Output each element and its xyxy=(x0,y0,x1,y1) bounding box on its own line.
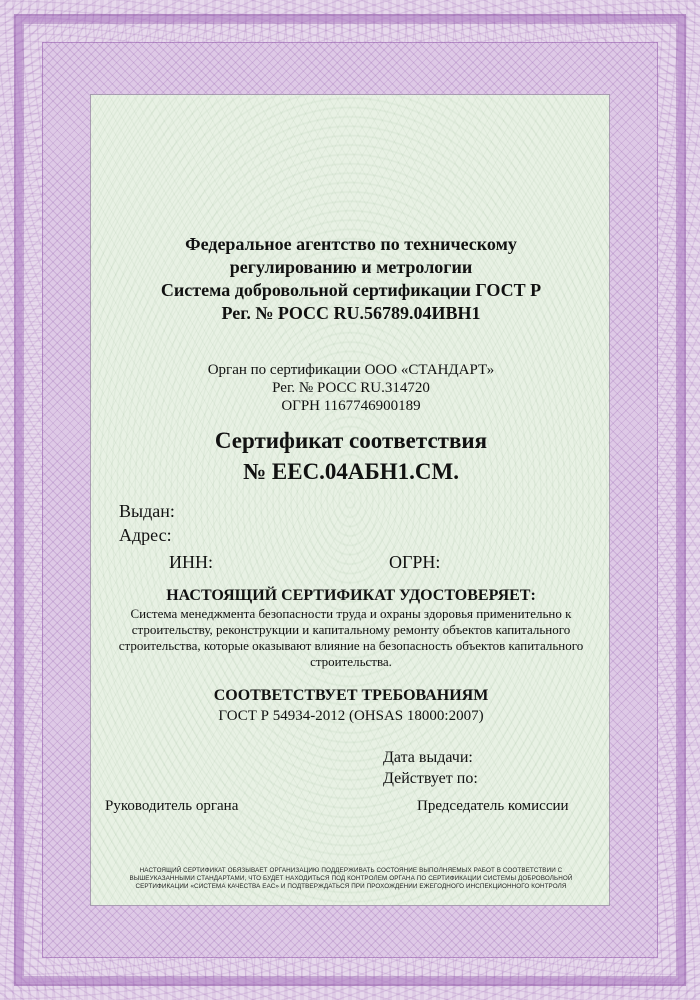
agency-header xyxy=(91,233,611,325)
agency-line-2: регулированию и метрологии xyxy=(229,257,473,277)
head-of-body-signature-label: Руководитель органа xyxy=(105,798,239,814)
issued-to-label: Выдан: xyxy=(119,501,175,521)
address-label: Адрес: xyxy=(119,525,172,545)
commission-chair-signature-label: Председатель комиссии xyxy=(417,798,569,814)
attests-text: Система менеджмента безопасности труда и охраны здоровья применительно к строительству, реконструкции и капитальному ремонту объектов капитального строительства, которые оказывают влияние на безопасность объектов капитального строительства. xyxy=(118,606,584,669)
agency-line-4: Рег. № РОСС RU.56789.04ИВН1 xyxy=(221,303,481,323)
certificate-title-block xyxy=(91,425,611,487)
footer-legal-note: НАСТОЯЩИЙ СЕРТИФИКАТ ОБЯЗЫВАЕТ ОРГАНИЗАЦИЮ ПОДДЕРЖИВАТЬ СОСТОЯНИЕ ВЫПОЛНЯЕМЫХ РАБОТ В СООТВЕТСТВИИ С ВЫШЕУКАЗАННЫМИ СТАНДАРТАМИ, ЧТО БУДЕТ НАХОДИТЬСЯ ПОД КОНТРОЛЕМ ОРГАНА ПО СЕРТИФИКАЦИИ СИСТЕМЫ ДОБРОВОЛЬНОЙ СЕРТИФИКАЦИИ «СИСТЕМА КАЧЕСТВА ЕАС» И ПОДТВЕРЖДАТЬСЯ ПРИ ПРОХОЖДЕНИИ ЕЖЕГОДНОГО ИНСПЕКЦИОННОГО КОНТРОЛЯ xyxy=(129,867,573,890)
inn-label: ИНН: xyxy=(169,552,213,572)
certificate-title: Сертификат соответствия xyxy=(214,428,488,453)
agency-line-3: Система добровольной сертификации ГОСТ Р xyxy=(160,280,542,300)
certificate-body-panel xyxy=(90,94,610,906)
certification-body-info xyxy=(91,361,611,415)
cert-body-line-3: ОГРН 1167746900189 xyxy=(281,398,421,414)
requirements-standard: ГОСТ Р 54934-2012 (OHSAS 18000:2007) xyxy=(218,708,484,724)
certificate-number: № ЕЕС.04АБН1.СМ. xyxy=(243,459,459,484)
cert-body-line-1: Орган по сертификации ООО «СТАНДАРТ» xyxy=(207,362,495,378)
valid-until-label: Действует по: xyxy=(383,770,478,787)
cert-body-line-2: Рег. № РОСС RU.314720 xyxy=(272,380,430,396)
requirements-heading: СООТВЕТСТВУЕТ ТРЕБОВАНИЯМ xyxy=(213,687,489,704)
issue-date-label: Дата выдачи: xyxy=(383,749,473,766)
attests-heading: НАСТОЯЩИЙ СЕРТИФИКАТ УДОСТОВЕРЯЕТ: xyxy=(166,587,536,604)
ogrn-label: ОГРН: xyxy=(389,552,441,572)
agency-line-1: Федеральное агентство по техническому xyxy=(185,234,517,254)
